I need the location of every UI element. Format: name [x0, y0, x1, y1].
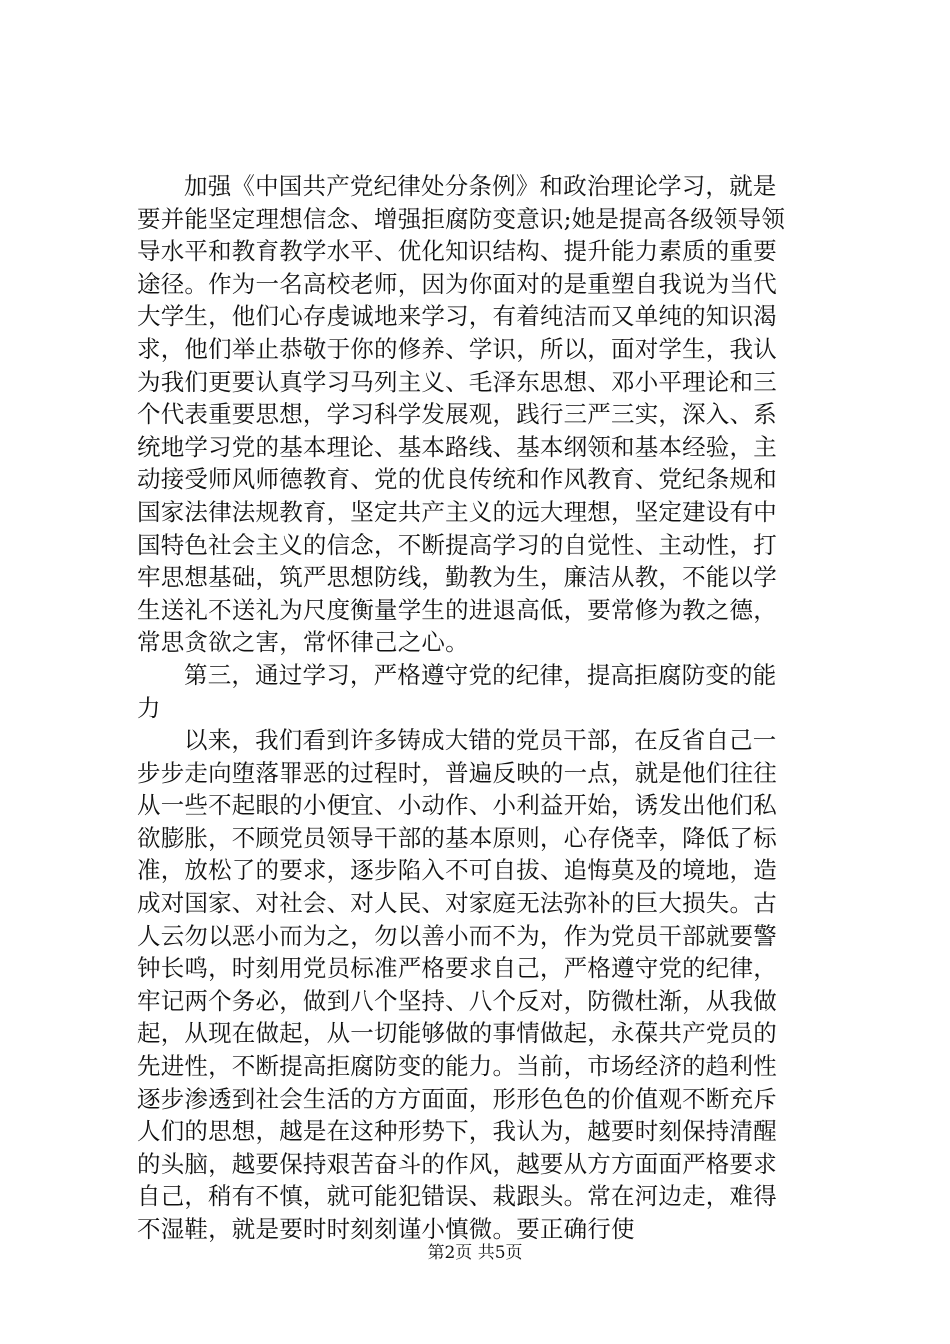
paragraph-line: 人云勿以恶小而为之，勿以善小而不为，作为党员干部就要警 [137, 921, 777, 950]
paragraph-line: 的头脑，越要保持艰苦奋斗的作风，越要从方方面面严格要求 [137, 1149, 777, 1178]
paragraph-line: 牢记两个务必，做到八个坚持、八个反对，防微杜渐，从我做 [137, 986, 777, 1015]
paragraph-line: 以来，我们看到许多铸成大错的党员干部，在反省自己一 [184, 726, 777, 755]
paragraph-line: 动接受师风师德教育、党的优良传统和作风教育、党纪条规和 [137, 465, 777, 494]
paragraph-line: 途径。作为一名高校老师，因为你面对的是重塑自我说为当代 [137, 269, 777, 298]
paragraph-line: 为我们更要认真学习马列主义、毛泽东思想、邓小平理论和三 [137, 367, 777, 396]
paragraph-line: 个代表重要思想，学习科学发展观，践行三严三实，深入、系 [137, 400, 777, 429]
paragraph-line: 生送礼不送礼为尺度衡量学生的进退高低，要常修为教之德， [137, 595, 777, 624]
paragraph-line: 国特色社会主义的信念，不断提高学习的自觉性、主动性，打 [137, 530, 777, 559]
paragraph-line: 国家法律法规教育，坚定共产主义的远大理想，坚定建设有中 [137, 497, 777, 526]
paragraph-line: 从一些不起眼的小便宜、小动作、小利益开始，诱发出他们私 [137, 791, 777, 820]
paragraph-line: 人们的思想，越是在这种形势下，我认为，越要时刻保持清醒 [137, 1117, 777, 1146]
paragraph-line: 自己，稍有不慎，就可能犯错误、栽跟头。常在河边走，难得 [137, 1182, 777, 1211]
paragraph-line: 起，从现在做起，从一切能够做的事情做起，永葆共产党员的 [137, 1019, 777, 1048]
paragraph-line: 逐步渗透到社会生活的方方面面，形形色色的价值观不断充斥 [137, 1084, 777, 1113]
paragraph-line: 牢思想基础，筑严思想防线，勤教为生，廉洁从教，不能以学 [137, 563, 777, 592]
document-body [137, 170, 837, 1246]
paragraph-line: 欲膨胀，不顾党员领导干部的基本原则，心存侥幸，降低了标 [137, 823, 777, 852]
paragraph-line: 成对国家、对社会、对人民、对家庭无法弥补的巨大损失。古 [137, 889, 777, 918]
paragraph-line: 步步走向堕落罪恶的过程时，普遍反映的一点，就是他们往往 [137, 758, 777, 787]
paragraph-line: 钟长鸣，时刻用党员标准严格要求自己，严格遵守党的纪律， [137, 954, 777, 983]
paragraph-line: 大学生，他们心存虔诚地来学习，有着纯洁而又单纯的知识渴 [137, 302, 777, 331]
paragraph-line: 导水平和教育教学水平、优化知识结构、提升能力素质的重要 [137, 237, 777, 266]
paragraph-line: 常思贪欲之害，常怀律己之心。 [137, 628, 469, 657]
paragraph-line: 加强《中国共产党纪律处分条例》和政治理论学习，就是 [184, 172, 777, 200]
paragraph-line: 先进性，不断提高拒腐防变的能力。当前，市场经济的趋利性 [137, 1052, 777, 1081]
section-heading-line: 力 [137, 693, 161, 722]
paragraph-line: 求，他们举止恭敬于你的修养、学识，所以，面对学生，我认 [137, 334, 777, 363]
section-heading-line: 第三，通过学习，严格遵守党的纪律，提高拒腐防变的能 [184, 660, 777, 689]
paragraph-line: 统地学习党的基本理论、基本路线、基本纲领和基本经验，主 [137, 432, 777, 461]
paragraph-line: 准，放松了的要求，逐步陷入不可自拔、追悔莫及的境地，造 [137, 856, 777, 885]
paragraph-line: 要并能坚定理想信念、增强拒腐防变意识;她是提高各级领导领 [137, 204, 786, 233]
paragraph-line: 不湿鞋，就是要时时刻刻谨小慎微。要正确行使 [137, 1215, 635, 1243]
page-number-footer: 第2页 共5页 [427, 1243, 523, 1263]
